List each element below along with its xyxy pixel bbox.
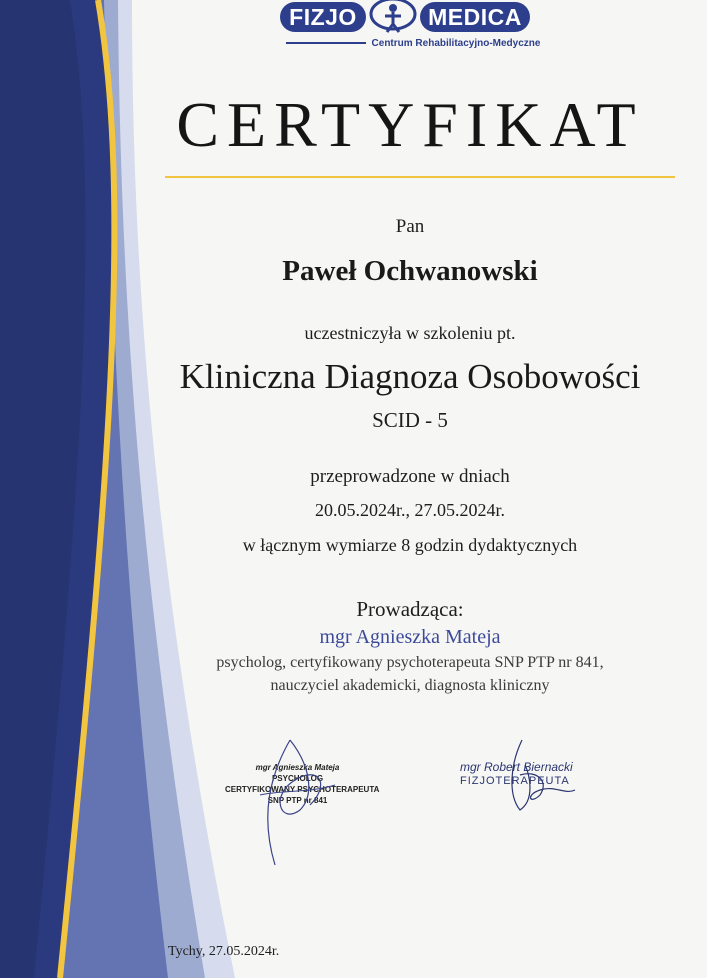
instructor-signature: [240, 735, 350, 870]
logo-right-text: MEDICA: [420, 2, 530, 32]
instructor-label: Prowadząca:: [356, 597, 464, 621]
stamp-line2: CERTYFIKOWANY PSYCHOTERAPEUTA: [225, 785, 380, 794]
training-dates: 20.05.2024r., 27.05.2024r.: [314, 500, 505, 520]
logo-left-text: FIZJO: [280, 2, 366, 32]
instructor-name: mgr Agnieszka Mateja: [319, 626, 501, 648]
logo-underline: [286, 42, 366, 44]
training-hours: w łącznym wymiarze 8 godzin dydaktycznych: [242, 535, 578, 555]
instructor-description-line2: nauczyciel akademicki, diagnosta kliniczny: [270, 677, 550, 694]
title-divider: [165, 176, 675, 178]
course-subtitle: SCID - 5: [372, 408, 448, 432]
fizjomedica-logo: [280, 0, 546, 54]
logo-subtitle: Centrum Rehabilitacyjno-Medyczne: [371, 38, 541, 49]
logo-person-icon: [367, 0, 419, 34]
stamp-name: mgr Agnieszka Mateja: [255, 763, 340, 772]
conducted-text: przeprowadzone w dniach: [310, 466, 510, 487]
stamp-line3: SNP PTP nr 841: [267, 796, 328, 805]
instructor-description-line1: psycholog, certyfikowany psychoterapeuta SNP PTP nr 841,: [216, 654, 604, 671]
recipient-name: Paweł Ochwanowski: [282, 255, 538, 287]
second-signatory-role: FIZJOTERAPEUTA: [460, 775, 570, 787]
course-title: Kliniczna Diagnoza Osobowości: [179, 357, 641, 396]
stamp-line1: PSYCHOLOG: [271, 774, 324, 783]
participation-text: uczestniczyła w szkoleniu pt.: [304, 323, 516, 343]
certificate-title: CERTYFIKAT: [176, 89, 644, 160]
salutation: Pan: [395, 216, 425, 237]
second-signatory-name: mgr Robert Biernacki: [460, 760, 573, 774]
place-and-date: Tychy, 27.05.2024r.: [168, 944, 280, 959]
second-signature: [480, 735, 590, 820]
